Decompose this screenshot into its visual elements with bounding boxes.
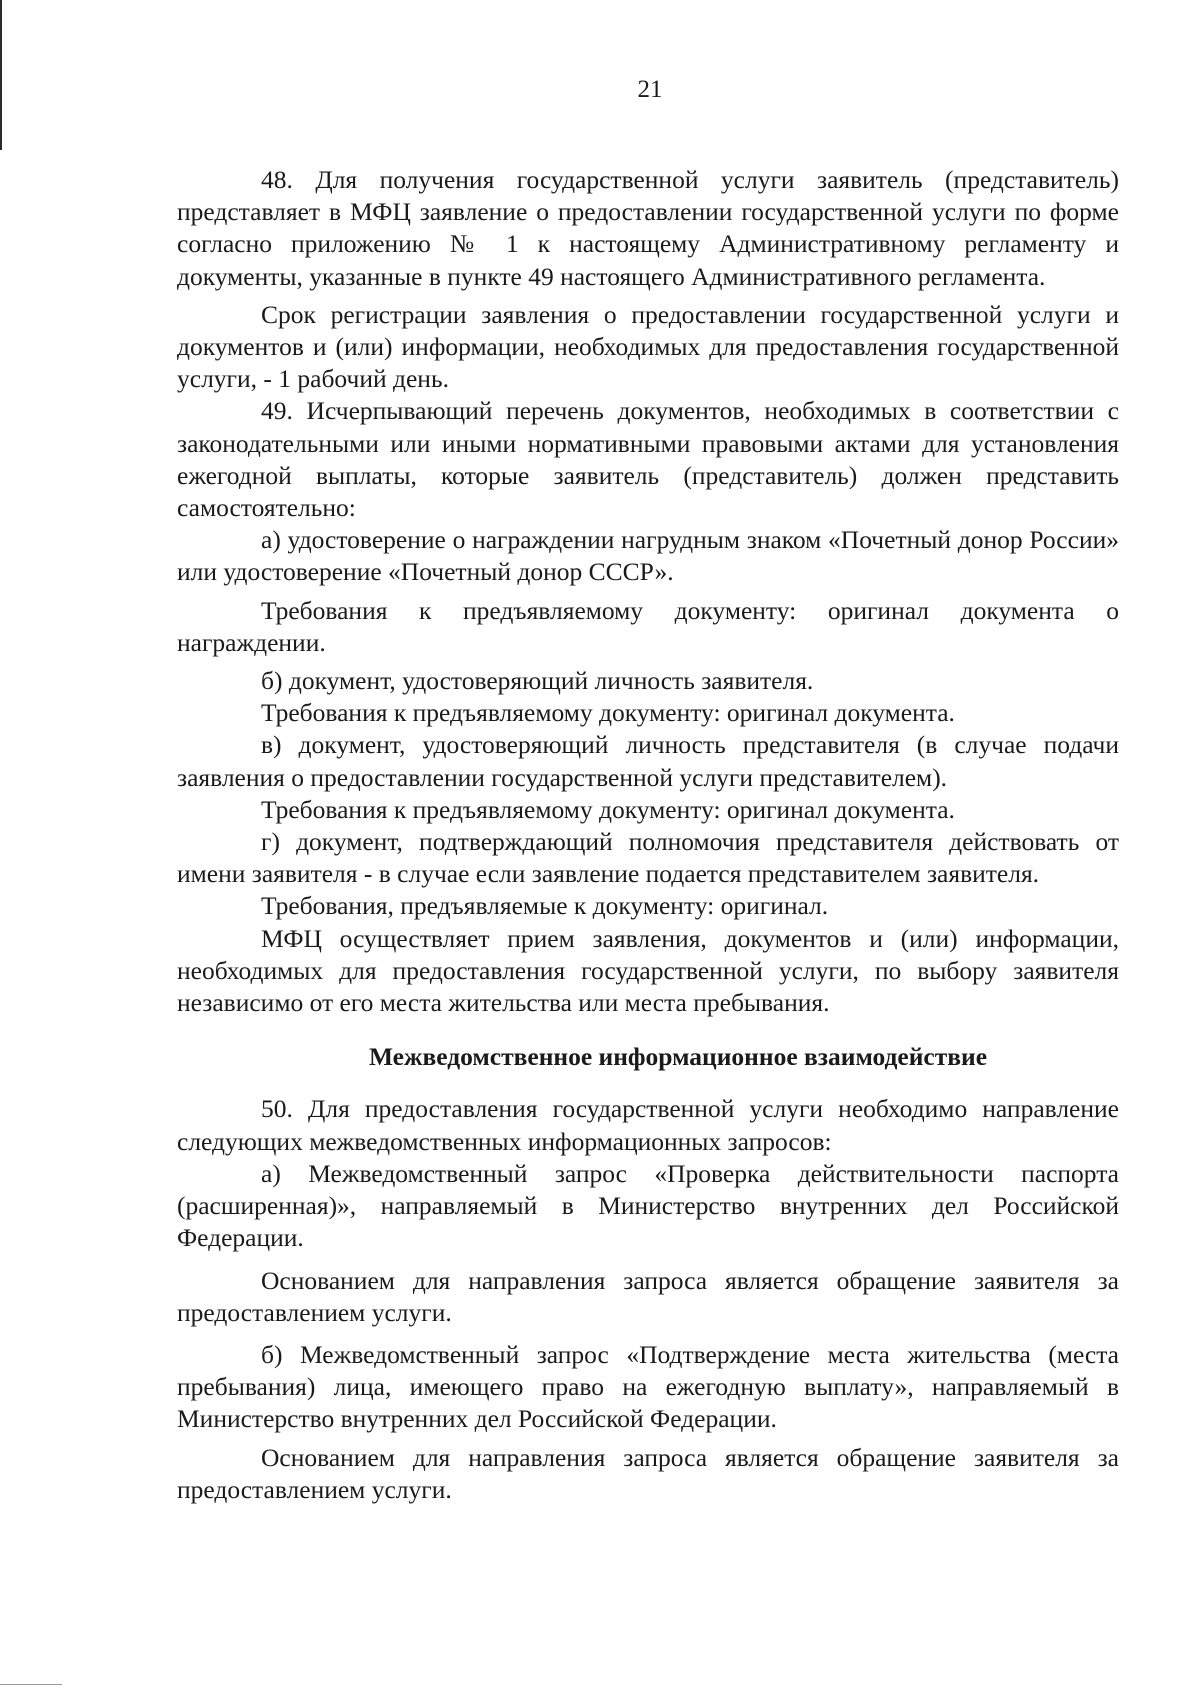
request-item-a: а) Межведомственный запрос «Проверка действительности паспорта (расширенная)», направляемый в Министерство внутренних дел Российской Федерации.: [177, 1158, 1119, 1253]
requirement-b: Требования к предъявляемому документу: оригинал документа.: [261, 698, 955, 728]
requirement-a: Требования к предъявляемому документу: оригинал документа о награждении.: [177, 595, 1119, 657]
list-item-g: г) документ, подтверждающий полномочия представителя действовать от имени заявителя - в случае если заявление подается представителем заявителя.: [177, 827, 1119, 889]
section-heading: Межведомственное информационное взаимодействие: [368, 1042, 988, 1072]
list-item-a: а) удостоверение о награждении нагрудным знаком «Почетный донор России» или удостоверение «Почетный донор СССР».: [177, 525, 1119, 587]
basis-b: Основанием для направления запроса является обращение заявителя за предоставлением услуги.: [177, 1442, 1119, 1504]
requirement-g: Требования, предъявляемые к документу: оригинал.: [261, 891, 829, 921]
paragraph-mfc-acceptance: МФЦ осуществляет прием заявления, документов и (или) информации, необходимых для предоставления государственной услуги, по выбору заявителя независимо от его места жительства или места пребывания.: [177, 923, 1119, 1018]
paragraph-50: 50. Для предоставления государственной услуги необходимо направление следующих межведомственных информационных запросов:: [177, 1094, 1119, 1156]
basis-a: Основанием для направления запроса является обращение заявителя за предоставлением услуги.: [177, 1265, 1119, 1327]
scan-edge-bottom: [0, 1684, 62, 1685]
paragraph-48: 48. Для получения государственной услуги заявитель (представитель) представляет в МФЦ заявление о предоставлении государственной услуги по форме согласно приложению № 1 к настоящему Административному регламенту и документы, указанные в пункте 49 настоящего Административного регламента.: [177, 165, 1119, 291]
page-number: 21: [637, 76, 663, 103]
request-item-b: б) Межведомственный запрос «Подтверждение места жительства (места пребывания) лица, имеющего право на ежегодную выплату», направляемый в Министерство внутренних дел Российской Федерации.: [177, 1339, 1119, 1434]
document-body: [177, 164, 1119, 1506]
list-item-b: б) документ, удостоверяющий личность заявителя.: [261, 666, 814, 696]
requirement-v: Требования к предъявляемому документу: оригинал документа.: [261, 794, 955, 824]
paragraph-registration-term: Срок регистрации заявления о предоставлении государственной услуги и документов и (или) информации, необходимых для предоставления государственной услуги, - 1 рабочий день.: [177, 299, 1119, 394]
list-item-v: в) документ, удостоверяющий личность представителя (в случае подачи заявления о предоставлении государственной услуги представителем).: [177, 730, 1119, 792]
paragraph-49: 49. Исчерпывающий перечень документов, необходимых в соответствии с законодательными или иными нормативными правовыми актами для установления ежегодной выплаты, которые заявитель (представитель) должен представить самостоятельно:: [177, 396, 1119, 523]
